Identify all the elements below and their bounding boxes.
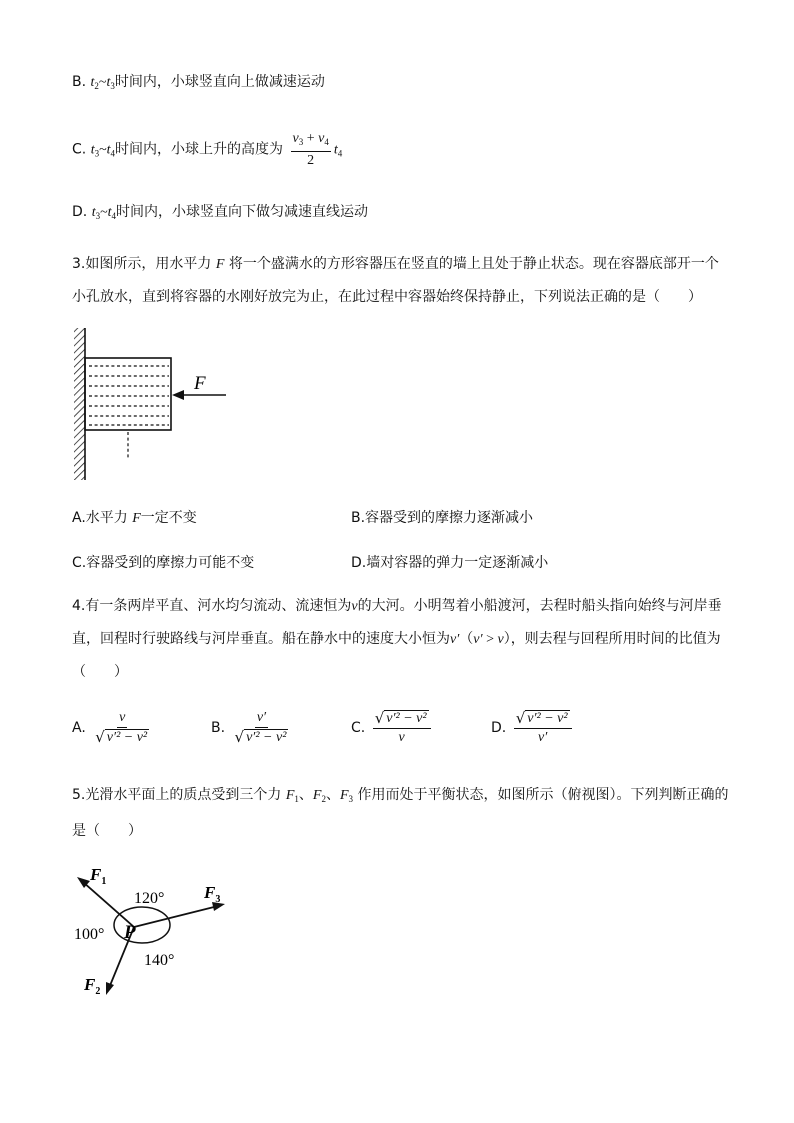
- q3-stem: 3.如图所示，用水平力 F 将一个盛满水的方形容器压在竖直的墙上且处于静止状态。现在容器底部开一个小孔放水，直到将容器的水刚好放完为止，在此过程中容器始终保持静止，下列说法正确的是（ ）: [72, 256, 719, 305]
- wall-hatching: [74, 328, 85, 480]
- f1-arrow: [83, 882, 134, 927]
- angle-100-label: 100°: [74, 926, 105, 943]
- q2-option-b: B. $t_2\sim t_3$时间内，小球竖直向上做减速运动: [72, 74, 325, 91]
- q5-force-diagram: [66, 860, 246, 1000]
- q3-wall-container-figure: [66, 318, 246, 486]
- height-fraction: $\frac{v_3 + v_4}{2}$: [292, 131, 329, 168]
- q5-stem: 5.光滑水平面上的质点受到三个力 $F_1$、$F_2$、$F_3$ 作用而处于平衡状态，如图所示（俯视图）。下列判断正确的是（ ）: [72, 787, 729, 839]
- q4-stem: 4.有一条两岸平直、河水均匀流动、流速恒为v的大河。小明驾着小船渡河，去程时船头指向始终与河岸垂直，回程时行驶路线与河岸垂直。船在静水中的速度大小恒为v′（v′ > v），则去程与回程所用时间的比值为（ ）: [72, 598, 722, 680]
- q4-option-d: D. √ v′² − v² v′: [491, 710, 575, 746]
- q3-option-c: C.容器受到的摩擦力可能不变: [72, 555, 255, 571]
- point-p-label: P: [124, 922, 136, 943]
- q2-option-c: C. $t_3\sim t_4$时间内，小球上升的高度为 $\frac{v_3 + v_4}{2}$ $t_4$: [72, 131, 343, 168]
- f3-arrow: [134, 906, 218, 927]
- f3-label: $F_3$: [204, 883, 221, 905]
- q2-option-d: D. $t_3\sim t_4$时间内，小球竖直向下做匀减速直线运动: [72, 204, 369, 221]
- q3-option-a: A.水平力 F一定不变: [72, 510, 197, 526]
- force-label: F: [194, 373, 206, 394]
- q4-option-b: B. v′ √ v′² − v²: [211, 710, 287, 746]
- angle-120-label: 120°: [134, 890, 165, 907]
- f1-label: $F_1$: [90, 865, 107, 887]
- container: [85, 358, 171, 430]
- f2-arrow-head: [106, 982, 114, 995]
- water-lines: [89, 366, 169, 425]
- q4-option-c: C. √ v′² − v² v: [351, 710, 434, 746]
- angle-140-label: 140°: [144, 952, 175, 969]
- q3-option-d: D.墙对容器的弹力一定逐渐减小: [351, 555, 549, 571]
- f2-label: $F_2$: [84, 975, 101, 997]
- force-arrow-head: [172, 390, 184, 400]
- q3-option-b: B.容器受到的摩擦力逐渐减小: [351, 510, 534, 526]
- q4-option-a: A. v √ v′² − v²: [72, 710, 148, 746]
